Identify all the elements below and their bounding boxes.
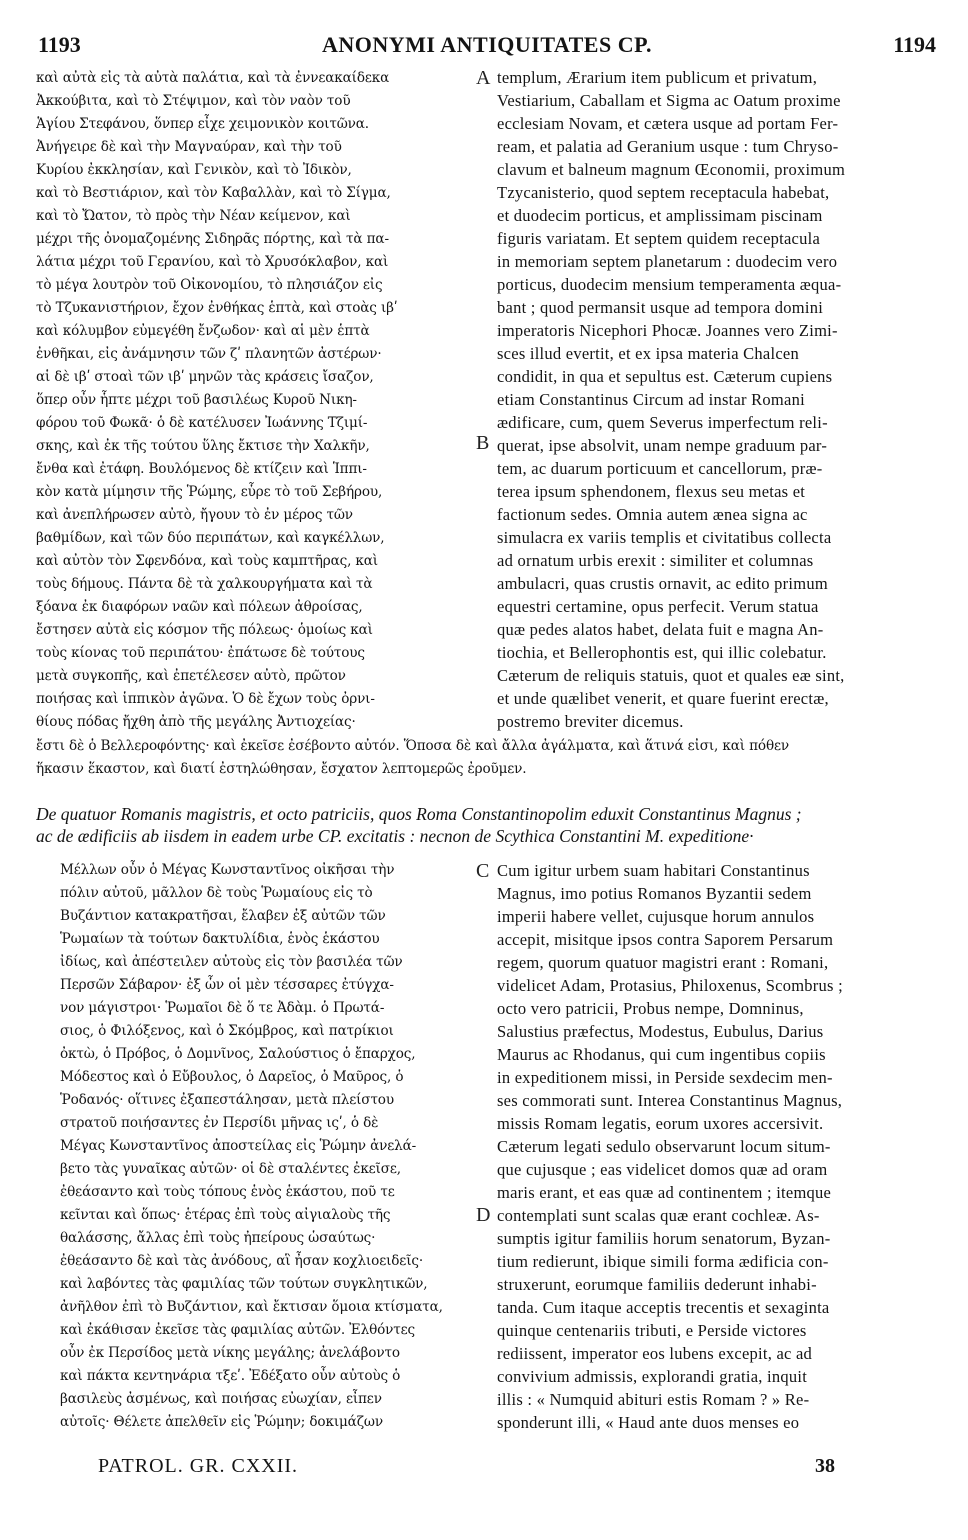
section2-greek-column [60, 859, 480, 1434]
greek-text-line: Ῥοδανός· οἵτινες ἐξαπεστάλησαν, μετὰ πλείστου [60, 1092, 394, 1108]
greek-text-line: Μέλλων οὖν ὁ Μέγας Κωνσταντῖνος οἰκῆσαι τὴν [60, 862, 395, 878]
greek-text-line: Ἁγίου Στεφάνου, ὅνπερ εἶχε χειμονικὸν κοιτῶνα. [36, 116, 369, 132]
greek-text-line: ἐθεάσαντο δὲ καὶ τὰς ἀνόδους, αἳ ἦσαν κοχλιοειδεῖς· [60, 1253, 424, 1269]
latin-text-line: ædificare, cum, quem Severus imperfectum reli- [497, 413, 828, 432]
latin-text-line: Tzycanisterio, quod septem receptacula habebat, [497, 183, 830, 202]
greek-text-line: καὶ λαβόντες τὰς φαμιλίας τῶν τούτων συγκλητικῶν, [60, 1276, 428, 1292]
latin-text-line: porticus, duodecim mensium temperamenta æqua- [497, 275, 842, 294]
greek-text-line: τὸ μέγα λουτρὸν τοῦ Οἰκονομίου, τὸ πλησιάζον εἰς [36, 277, 383, 293]
latin-text-line: templum, Ærarium item publicum et privatum, [497, 68, 818, 87]
latin-text-line: struxerunt, eorumque familiis dederunt inhabi- [497, 1275, 817, 1294]
section1-latin-column [497, 66, 937, 733]
latin-text-line: bant ; quod permansit usque ad tempora domini [497, 298, 824, 317]
latin-text-line: ambulacri, quas crustis ornavit, ac edito primum [497, 574, 828, 593]
latin-text-line: rediissent, imperator eos lubens excepit, ac ad [497, 1344, 813, 1363]
latin-text-line: tanda. Cum itaque acceptis trecentis et sexaginta [497, 1298, 830, 1317]
latin-text-line: ad ornatum urbis erexit : similiter et columnas [497, 551, 814, 570]
section1-full-width-text [36, 735, 938, 781]
greek-text-line: τὸ Τζυκανιστήριον, ἔχον ἐνθήκας ἑπτὰ, καὶ στοὰς ιβʹ [36, 300, 398, 316]
greek-text-line: Μέγας Κωνσταντῖνος ἀποστείλας εἰς Ῥώμην ἀνελά- [60, 1138, 417, 1154]
greek-text-line: καὶ αὐτὰ εἰς τὰ αὐτὰ παλάτια, καὶ τὰ ἐννεακαίδεκα [36, 70, 390, 86]
latin-text-line: illis : « Numquid abituri estis Romam ? » Re- [497, 1390, 810, 1409]
greek-text-line: καὶ ἀνεπλήρωσεν αὐτὸ, ἤγουν τὸ ἐν μέρος τῶν [36, 507, 353, 523]
section1-greek-column [36, 67, 486, 734]
latin-text-line: quinque centenariis tributi, e Perside victores [497, 1321, 807, 1340]
section2-latin-column [497, 859, 937, 1434]
margin-marker-c: C [476, 860, 490, 882]
latin-text-line: Vestiarium, Caballam et Sigma ac Oatum proxime [497, 91, 841, 110]
greek-text-line: αἱ δὲ ιβʹ στοαὶ τῶν ιβʹ μηνῶν τὰς κράσεις ἴσαζον, [36, 369, 374, 385]
greek-text-line: νον μάγιστροι· Ῥωμαῖοι δὲ ὅ τε Ἀδὰμ. ὁ Πρωτά- [60, 1000, 385, 1016]
latin-text-line: sumptis igitur familiis horum senatorum, Byzan- [497, 1229, 831, 1248]
greek-text-line: ποιήσας καὶ ἱππικὸν ἀγῶνα. Ὁ δὲ ἔχων τοὺς ὀρνι- [36, 691, 375, 707]
right-page-number: 1194 [893, 32, 936, 57]
latin-text-line: et duodecim porticus, et amplissimam piscinam [497, 206, 823, 225]
latin-text-line: et unde quælibet venerit, et quare fuerint erectæ, [497, 689, 829, 708]
latin-text-line: in memoriam septem planetarum : duodecim vero [497, 252, 838, 271]
greek-text-line: κὸν κατὰ μίμησιν τῆς Ῥώμης, εὗρε τὸ τοῦ Σεβήρου, [36, 484, 383, 500]
greek-text-line: ἔνθα καὶ ἐτάφη. Βουλόμενος δὲ κτίζειν καὶ Ἱππι- [36, 461, 367, 477]
latin-text-line: figuris variatam. Et septem quidem receptacula [497, 229, 821, 248]
greek-text-line: καὶ ἐκάθισαν ἐκεῖσε τὰς φαμιλίας αὐτῶν. Ἐλθόντες [60, 1322, 415, 1338]
latin-text-line: in expeditionem missi, in Perside sexdecim men- [497, 1068, 833, 1087]
latin-text-line: tium redierunt, ibique simili forma ædificia con- [497, 1252, 829, 1271]
greek-text-line: Ἀνήγειρε δὲ καὶ τὴν Μαγναύραν, καὶ τὴν τοῦ [36, 139, 342, 155]
latin-text-line: terea ipsum sphendonem, flexus seu metas et [497, 482, 806, 501]
greek-text-line: στρατοῦ ποιήσαντες ἐν Περσίδι μῆνας ιςʹ, ὁ δὲ [60, 1115, 379, 1131]
greek-text-line: Ἀκκούβιτα, καὶ τὸ Στέψιμον, καὶ τὸν ναὸν τοῦ [36, 93, 351, 109]
greek-text-line: ὅπερ οὖν ἧπτε μέχρι τοῦ βασιλέως Κυροῦ Νικη- [36, 392, 357, 408]
latin-text-line: octo vero patricii, Probus nempe, Domninus, [497, 999, 804, 1018]
latin-text-line: ream, et palatia ad Geranium usque : tum Chryso- [497, 137, 839, 156]
latin-text-line: convivium admissis, explorandi gratia, inquit [497, 1367, 808, 1386]
greek-text-line: μέχρι τῆς ὀνομαζομένης Σιδηρᾶς πόρτης, καὶ τὰ πα- [36, 231, 389, 247]
latin-text-line: equestri certamine, opus perfecit. Verum statua [497, 597, 819, 616]
greek-text-line: ἔστι δὲ ὁ Βελλεροφόντης· καὶ ἐκεῖσε ἐσέβοντο αὐτόν. Ὅποσα δὲ καὶ ἄλλα ἀγάλματα, καὶ ἅτινά εἰσι, καὶ πόθεν [36, 738, 789, 754]
greek-text-line: φόρου τοῦ Φωκᾶ· ὁ δὲ κατέλυσεν Ἰωάννης Τζιμί- [36, 415, 368, 431]
greek-text-line: οὖν ἐκ Περσίδος μετὰ νίκης μεγάλης; ἀνελάβοντο [60, 1345, 400, 1361]
greek-text-line: τοὺς κίονας τοῦ περιπάτου· ἐπάτωσε δὲ τούτους [36, 645, 365, 661]
latin-text-line: factionum sedes. Omnia autem ænea signa ac [497, 505, 808, 524]
latin-text-line: tiochia, et Bellerophontis est, qui illic colebatur. [497, 643, 827, 662]
latin-text-line: ecclesiam Novam, et cætera usque ad portam Fer- [497, 114, 839, 133]
latin-text-line: Magnus, imo potius Romanos Byzantii sedem [497, 884, 812, 903]
greek-text-line: καὶ αὐτὸν τὸν Σφενδόνα, καὶ τοὺς καμπτῆρας, καὶ [36, 553, 378, 569]
margin-marker-d: D [476, 1204, 491, 1226]
greek-text-line: πόλιν αὐτοῦ, μᾶλλον δὲ τοὺς Ῥωμαίους εἰς τὸ [60, 885, 373, 901]
latin-text-line: clavum et balneum magnum Œconomii, proximum [497, 160, 846, 179]
greek-text-line: θαλάσσης, ἄλλας ἐπὶ τοὺς ἠπείρους ὡσαύτως· [60, 1230, 376, 1246]
greek-text-line: λάτια μέχρι τοῦ Γερανίου, καὶ τὸ Χρυσόκλαβον, καὶ [36, 254, 389, 270]
greek-text-line: ἀνῆλθον ἐπὶ τὸ Βυζάντιον, καὶ ἔκτισαν ὅμοια κτίσματα, [60, 1299, 443, 1315]
greek-text-line: τοὺς δήμους. Πάντα δὲ τὰ χαλκουργήματα καὶ τὰ [36, 576, 373, 592]
latin-text-line: regem, quorum quatuor magistri erant : Romani, [497, 953, 829, 972]
greek-text-line: Ῥωμαίων τὰ τούτων δακτυλίδια, ἑνὸς ἑκάστου [60, 931, 380, 947]
greek-text-line: βετο τὰς γυναῖκας αὐτῶν· οἱ δὲ σταλέντες ἐκεῖσε, [60, 1161, 401, 1177]
greek-text-line: αὐτοῖς· Θέλετε ἀπελθεῖν εἰς Ῥώμην; δοκιμάζων [60, 1414, 383, 1430]
left-page-number: 1193 [38, 32, 81, 57]
greek-text-line: σκης, καὶ ἐκ τῆς τούτου ὕλης ἔκτισε τὴν Χαλκῆν, [36, 438, 370, 454]
greek-text-line: ἐθεάσαντο καὶ τοὺς τόπους ἑνὸς ἑκάστου, ποῦ τε [60, 1184, 395, 1200]
greek-text-line: Περσῶν Σάβαρον· ἐξ ὧν οἱ μὲν τέσσαρες ἐτύγχα- [60, 977, 394, 993]
latin-text-line: Cæterum de reliquis statuis, quot et quales eæ sint, [497, 666, 845, 685]
greek-text-line: μετὰ συγκοπῆς, καὶ ἐπετέλεσεν αὐτὸ, πρῶτον [36, 668, 346, 684]
heading-line: De quatuor Romanis magistris, et octo patriciis, quos Roma Constantinopolim eduxit Constantinus Magnus ; [36, 804, 802, 824]
footer-volume: PATROL. GR. CXXII. [98, 1455, 299, 1477]
heading-line: ac de ædificiis ab iisdem in eadem urbe CP. excitatis : necnon de Scythica Constantini M. expeditione· [36, 826, 754, 846]
latin-text-line: Maurus ac Rhodanus, qui cum ingentibus copiis [497, 1045, 826, 1064]
latin-text-line: Salustius præfectus, Modestus, Eubulus, Darius [497, 1022, 824, 1041]
latin-text-line: sces illud evertit, et ex ipsa materia Chalcen [497, 344, 799, 363]
latin-text-line: imperatoris Nicephori Phocæ. Joannes vero Zimi- [497, 321, 838, 340]
greek-text-line: καὶ τὸ Βεστιάριον, καὶ τὸν Καβαλλὰν, καὶ τὸ Σίγμα, [36, 185, 391, 201]
greek-text-line: ἔστησεν αὐτὰ εἰς κόσμον τῆς πόλεως· ὁμοίως καὶ [36, 622, 373, 638]
latin-text-line: imperii habere vellet, cujusque horum annulos [497, 907, 815, 926]
greek-text-line: βασιλεὺς ἀσμένως, καὶ ποιήσας εὐωχίαν, εἶπεν [60, 1391, 382, 1407]
latin-text-line: missis Romam legatis, eorum uxores accersivit. [497, 1114, 824, 1133]
latin-text-line: postremo breviter dicemus. [497, 712, 684, 731]
page-header [36, 32, 938, 62]
greek-text-line: καὶ τὸ Ὤατον, τὸ πρὸς τὴν Νέαν κείμενον, καὶ [36, 208, 351, 224]
greek-text-line: θίους πόδας ἤχθη ἀπὸ τῆς μεγάλης Ἀντιοχείας· [36, 714, 356, 730]
greek-text-line: Μόδεστος καὶ ὁ Εὔβουλος, ὁ Δαρεῖος, ὁ Μαῦρος, ὁ [60, 1069, 404, 1085]
greek-text-line: καὶ κόλυμβον εὐμεγέθη ἔνζωδον· καὶ αἱ μὲν ἑπτὰ [36, 323, 370, 339]
latin-text-line: tem, ac duarum porticuum et cancellorum, præ- [497, 459, 823, 478]
latin-text-line: Cæterum legati sedulo observarunt locum situm- [497, 1137, 831, 1156]
running-title: ANONYMI ANTIQUITATES CP. [321, 32, 653, 57]
latin-text-line: maris erant, et eas quæ ad continentem ; itemque [497, 1183, 832, 1202]
greek-text-line: ὀκτὼ, ὁ Πρόβος, ὁ Δομνῖνος, Σαλούστιος ὁ ἔπαρχος, [60, 1046, 416, 1062]
latin-text-line: etiam Constantinus Circum ad instar Romani [497, 390, 805, 409]
latin-text-line: sponderunt illi, « Haud ante duos menses eo [497, 1413, 800, 1432]
latin-text-line: condidit, in qua et sepultus est. Cæterum cupiens [497, 367, 833, 386]
latin-text-line: accepit, misitque ipsos contra Saporem Persarum [497, 930, 834, 949]
greek-text-line: ἥκασιν ἕκαστον, καὶ διατί ἐστηλώθησαν, ἔσχατον λεπτομερῶς ἐροῦμεν. [36, 761, 527, 777]
latin-text-line: querat, ipse absolvit, unam nempe graduum par- [497, 436, 828, 455]
greek-text-line: βαθμίδων, καὶ τῶν δύο περιπάτων, καὶ καγκέλλων, [36, 530, 385, 546]
latin-text-line: simulacra ex variis templis et civitatibus collecta [497, 528, 832, 547]
greek-text-line: κεῖνται καὶ ὅπως· ἑτέρας ἐπὶ τοὺς αἰγιαλοὺς τῆς [60, 1207, 391, 1223]
greek-text-line: Κυρίου ἐκκλησίαν, καὶ Γενικὸν, καὶ τὸ Ἰδικὸν, [36, 162, 352, 178]
latin-text-line: ses commorati sunt. Interea Constantinus Magnus, [497, 1091, 843, 1110]
greek-text-line: Βυζάντιον κατακρατῆσαι, ἔλαβεν ἐξ αὐτῶν τῶν [60, 908, 386, 924]
latin-text-line: quæ pedes alatos habet, delata fuit e magna An- [497, 620, 824, 639]
footer-sheet-number: 38 [815, 1455, 835, 1477]
greek-text-line: ἰδίως, καὶ ἀπέστειλεν αὐτοὺς εἰς τὸν βασιλέα τῶν [60, 954, 403, 970]
margin-marker-a: A [476, 67, 491, 89]
margin-marker-b: B [476, 432, 490, 454]
latin-text-line: contemplati sunt scalas quæ erant cochleæ. As- [497, 1206, 820, 1225]
latin-text-line: Cum igitur urbem suam habitari Constantinus [497, 861, 810, 880]
latin-text-line: videlicet Adam, Protasius, Philoxenus, Scombrus ; [497, 976, 843, 995]
latin-text-line: que cujusque ; eas videlicet domos quæ ad oram [497, 1160, 828, 1179]
greek-text-line: σιος, ὁ Φιλόξενος, καὶ ὁ Σκόμβρος, καὶ πατρίκιοι [60, 1023, 394, 1039]
greek-text-line: καὶ πάκτα κεντηνάρια τξεʹ. Ἐδέξατο οὖν αὐτοὺς ὁ [60, 1368, 401, 1384]
greek-text-line: ἐνθῆκαι, εἰς ἀνάμνησιν τῶν ζʹ πλανητῶν ἀστέρων· [36, 346, 382, 362]
section-heading [36, 803, 936, 847]
greek-text-line: ξόανα ἐκ διαφόρων ναῶν καὶ πόλεων ἀθροίσας, [36, 599, 363, 615]
